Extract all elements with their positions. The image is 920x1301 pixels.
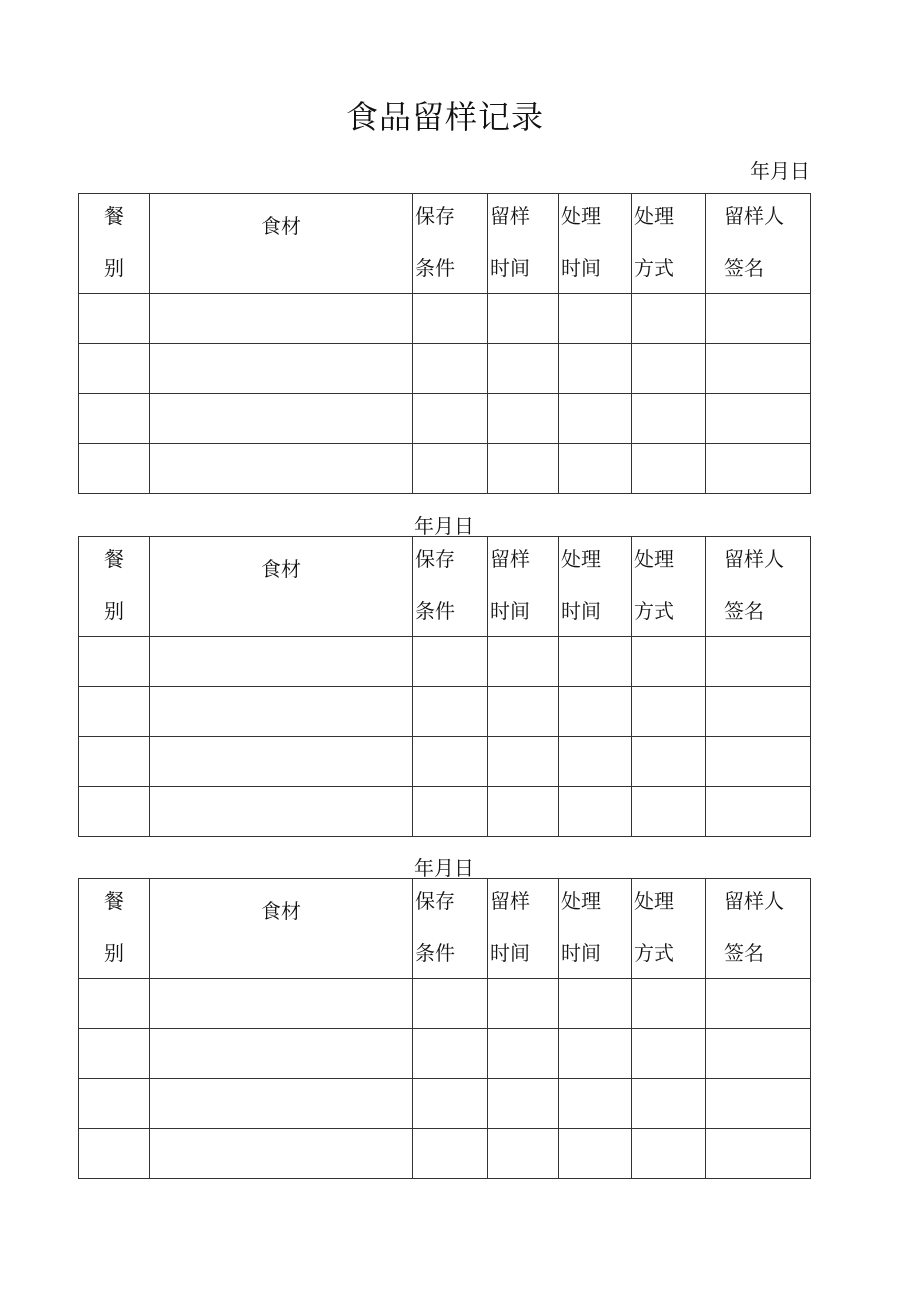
cell-meal[interactable] [79, 294, 150, 344]
cell-storage[interactable] [413, 787, 488, 837]
table-row [79, 1129, 811, 1179]
table-row [79, 979, 811, 1029]
cell-process-time[interactable] [559, 737, 632, 787]
cell-meal[interactable] [79, 979, 150, 1029]
cell-sample-time[interactable] [488, 737, 559, 787]
cell-signature[interactable] [706, 1029, 811, 1079]
table-header-row [79, 537, 811, 637]
cell-meal[interactable] [79, 787, 150, 837]
cell-process-time[interactable] [559, 787, 632, 837]
header-process-time-line2: 时间 [561, 941, 601, 965]
cell-process-method[interactable] [632, 294, 706, 344]
cell-process-method[interactable] [632, 637, 706, 687]
cell-ingredients[interactable] [150, 637, 413, 687]
cell-meal[interactable] [79, 1129, 150, 1179]
header-sample-time [488, 537, 559, 637]
header-meal-line1: 餐 [104, 204, 124, 228]
header-ingredients [150, 537, 413, 637]
cell-process-time[interactable] [559, 394, 632, 444]
date-label: 年月日 [414, 514, 474, 538]
header-process-time-line2: 时间 [561, 256, 601, 280]
cell-sample-time[interactable] [488, 444, 559, 494]
cell-storage[interactable] [413, 444, 488, 494]
table-row [79, 1079, 811, 1129]
header-meal [79, 537, 150, 637]
table-header-row [79, 194, 811, 294]
cell-signature[interactable] [706, 344, 811, 394]
cell-storage[interactable] [413, 394, 488, 444]
header-ingredients-label: 食材 [261, 557, 301, 581]
cell-ingredients[interactable] [150, 687, 413, 737]
cell-process-time[interactable] [559, 1079, 632, 1129]
header-process-method-line1: 处理 [634, 204, 674, 228]
cell-sample-time[interactable] [488, 687, 559, 737]
header-signature-line2: 签名 [724, 256, 764, 280]
header-process-time [559, 537, 632, 637]
cell-storage[interactable] [413, 294, 488, 344]
cell-process-method[interactable] [632, 1079, 706, 1129]
table-row [79, 1029, 811, 1079]
header-sample-time [488, 879, 559, 979]
cell-process-time[interactable] [559, 344, 632, 394]
cell-signature[interactable] [706, 979, 811, 1029]
cell-meal[interactable] [79, 1029, 150, 1079]
header-process-method-line2: 方式 [634, 941, 674, 965]
header-signature [706, 537, 811, 637]
header-process-method-line2: 方式 [634, 599, 674, 623]
header-storage [413, 879, 488, 979]
cell-process-time[interactable] [559, 687, 632, 737]
cell-ingredients[interactable] [150, 1079, 413, 1129]
header-storage-line1: 保存 [415, 889, 455, 913]
header-meal-line2: 别 [104, 256, 124, 280]
header-process-method [632, 537, 706, 637]
cell-ingredients[interactable] [150, 344, 413, 394]
sample-log-table [78, 878, 811, 1179]
cell-storage[interactable] [413, 979, 488, 1029]
header-signature-line1: 留样人 [724, 889, 784, 913]
cell-process-time[interactable] [559, 637, 632, 687]
cell-ingredients[interactable] [150, 294, 413, 344]
header-process-time-line1: 处理 [561, 547, 601, 571]
header-process-method-line2: 方式 [634, 256, 674, 280]
cell-meal[interactable] [79, 737, 150, 787]
cell-process-method[interactable] [632, 787, 706, 837]
header-meal [79, 194, 150, 294]
header-process-method-line1: 处理 [634, 889, 674, 913]
cell-sample-time[interactable] [488, 637, 559, 687]
header-process-method [632, 879, 706, 979]
cell-signature[interactable] [706, 737, 811, 787]
header-sample-time-line1: 留样 [490, 547, 530, 571]
cell-signature[interactable] [706, 294, 811, 344]
table-row [79, 444, 811, 494]
table-row [79, 737, 811, 787]
cell-storage[interactable] [413, 687, 488, 737]
cell-process-time[interactable] [559, 979, 632, 1029]
header-process-time [559, 879, 632, 979]
cell-process-method[interactable] [632, 394, 706, 444]
cell-storage[interactable] [413, 737, 488, 787]
header-signature-line1: 留样人 [724, 547, 784, 571]
cell-meal[interactable] [79, 344, 150, 394]
cell-storage[interactable] [413, 637, 488, 687]
cell-storage[interactable] [413, 1129, 488, 1179]
date-label: 年月日 [750, 159, 810, 183]
table-row [79, 787, 811, 837]
cell-storage[interactable] [413, 1079, 488, 1129]
cell-process-method[interactable] [632, 687, 706, 737]
cell-process-method[interactable] [632, 1129, 706, 1179]
cell-meal[interactable] [79, 687, 150, 737]
header-ingredients-label: 食材 [261, 214, 301, 238]
table-header-row [79, 879, 811, 979]
header-meal-line1: 餐 [104, 889, 124, 913]
header-storage-line1: 保存 [415, 204, 455, 228]
header-storage [413, 537, 488, 637]
cell-signature[interactable] [706, 394, 811, 444]
header-ingredients [150, 194, 413, 294]
cell-signature[interactable] [706, 787, 811, 837]
table-row [79, 637, 811, 687]
cell-sample-time[interactable] [488, 394, 559, 444]
cell-signature[interactable] [706, 1079, 811, 1129]
header-storage [413, 194, 488, 294]
cell-sample-time[interactable] [488, 294, 559, 344]
header-signature [706, 194, 811, 294]
cell-storage[interactable] [413, 1029, 488, 1079]
table-row [79, 394, 811, 444]
table-row [79, 294, 811, 344]
cell-storage[interactable] [413, 344, 488, 394]
cell-signature[interactable] [706, 687, 811, 737]
sample-log-table [78, 536, 811, 837]
header-signature-line1: 留样人 [724, 204, 784, 228]
header-signature [706, 879, 811, 979]
cell-sample-time[interactable] [488, 1129, 559, 1179]
sample-log-table [78, 193, 811, 494]
table-row [79, 687, 811, 737]
header-signature-line2: 签名 [724, 599, 764, 623]
cell-ingredients[interactable] [150, 787, 413, 837]
header-process-time-line1: 处理 [561, 889, 601, 913]
header-sample-time-line2: 时间 [490, 941, 530, 965]
cell-signature[interactable] [706, 1129, 811, 1179]
cell-sample-time[interactable] [488, 344, 559, 394]
header-meal-line2: 别 [104, 599, 124, 623]
header-sample-time-line2: 时间 [490, 599, 530, 623]
cell-ingredients[interactable] [150, 1129, 413, 1179]
header-ingredients [150, 879, 413, 979]
cell-meal[interactable] [79, 1079, 150, 1129]
cell-process-method[interactable] [632, 737, 706, 787]
header-process-method-line1: 处理 [634, 547, 674, 571]
cell-ingredients[interactable] [150, 1029, 413, 1079]
header-process-method [632, 194, 706, 294]
cell-process-method[interactable] [632, 444, 706, 494]
header-ingredients-label: 食材 [261, 899, 301, 923]
cell-signature[interactable] [706, 637, 811, 687]
header-sample-time-line1: 留样 [490, 204, 530, 228]
page-title: 食品留样记录 [345, 98, 544, 136]
cell-ingredients[interactable] [150, 444, 413, 494]
cell-process-time[interactable] [559, 1029, 632, 1079]
cell-process-time[interactable] [559, 294, 632, 344]
cell-ingredients[interactable] [150, 979, 413, 1029]
cell-ingredients[interactable] [150, 737, 413, 787]
cell-sample-time[interactable] [488, 1079, 559, 1129]
header-sample-time-line2: 时间 [490, 256, 530, 280]
cell-process-method[interactable] [632, 344, 706, 394]
cell-signature[interactable] [706, 444, 811, 494]
cell-meal[interactable] [79, 444, 150, 494]
cell-ingredients[interactable] [150, 394, 413, 444]
header-meal-line2: 别 [104, 941, 124, 965]
header-meal [79, 879, 150, 979]
header-storage-line2: 条件 [415, 941, 455, 965]
header-sample-time-line1: 留样 [490, 889, 530, 913]
header-storage-line1: 保存 [415, 547, 455, 571]
cell-process-time[interactable] [559, 1129, 632, 1179]
cell-sample-time[interactable] [488, 1029, 559, 1079]
cell-sample-time[interactable] [488, 979, 559, 1029]
cell-meal[interactable] [79, 394, 150, 444]
header-storage-line2: 条件 [415, 599, 455, 623]
cell-process-time[interactable] [559, 444, 632, 494]
cell-meal[interactable] [79, 637, 150, 687]
header-process-time-line2: 时间 [561, 599, 601, 623]
header-storage-line2: 条件 [415, 256, 455, 280]
header-signature-line2: 签名 [724, 941, 764, 965]
cell-sample-time[interactable] [488, 787, 559, 837]
table-row [79, 344, 811, 394]
cell-process-method[interactable] [632, 1029, 706, 1079]
cell-process-method[interactable] [632, 979, 706, 1029]
date-label: 年月日 [414, 856, 474, 880]
header-process-time-line1: 处理 [561, 204, 601, 228]
header-sample-time [488, 194, 559, 294]
header-process-time [559, 194, 632, 294]
header-meal-line1: 餐 [104, 547, 124, 571]
